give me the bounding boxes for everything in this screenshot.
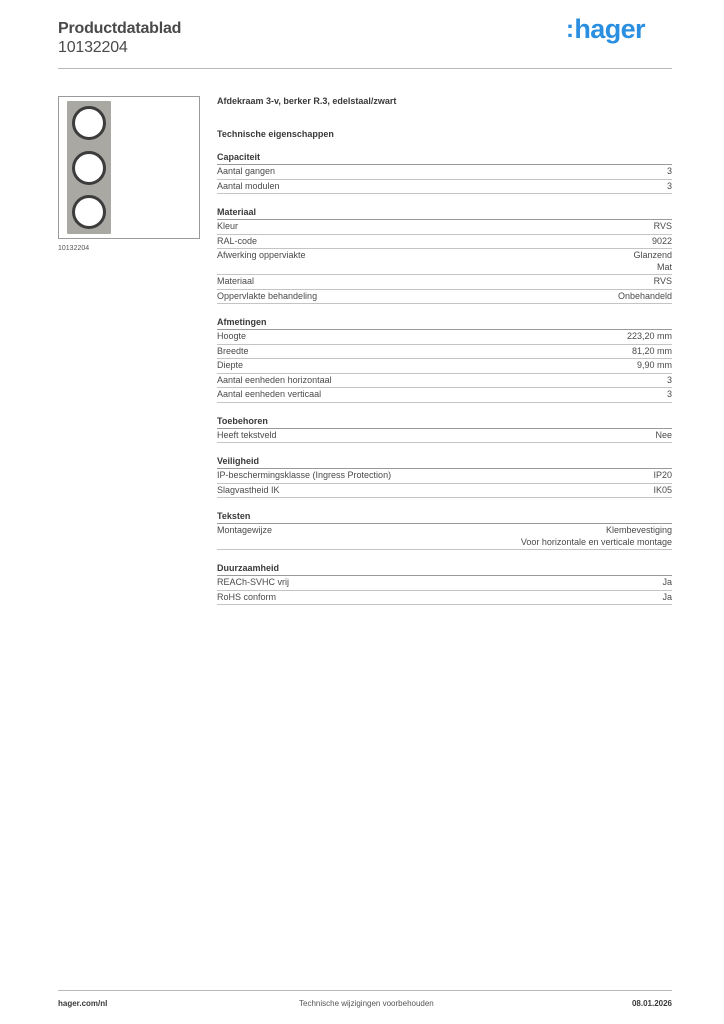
section-title: Teksten [217, 511, 672, 524]
doc-title: Productdatablad [58, 20, 182, 37]
spec-section [217, 511, 672, 550]
spec-row [217, 591, 672, 606]
section-title: Materiaal [217, 207, 672, 220]
spec-label: Aantal eenheden horizontaal [217, 374, 332, 385]
spec-row [217, 275, 672, 290]
spec-value [633, 250, 672, 273]
spec-value [653, 470, 672, 482]
spec-label: Afwerking opperviakte [217, 250, 306, 260]
spec-label: REACh-SVHC vrij [217, 577, 290, 587]
spec-value-line: Klembevestiging [605, 525, 672, 535]
spec-content [217, 96, 672, 605]
footer-divider [58, 990, 672, 991]
product-image [58, 96, 200, 239]
spec-value-line: Onbehandeld [617, 290, 672, 301]
spec-value-line: 223,20 mm [626, 331, 672, 341]
spec-label: RoHS conform [217, 591, 277, 602]
spec-row [217, 388, 672, 403]
spec-value-line: 9022 [651, 235, 672, 246]
spec-section [217, 456, 672, 498]
spec-value-line: IK05 [653, 484, 672, 495]
spec-value-line: RVS [653, 276, 672, 286]
spec-row [217, 330, 672, 345]
spec-value-line: Glanzend [633, 250, 672, 260]
spec-value [655, 430, 672, 442]
technical-properties-heading: Technische eigenschappen [217, 129, 334, 139]
spec-row [217, 429, 672, 444]
frame-opening-1 [72, 106, 106, 140]
spec-label: Oppervlakte behandeling [217, 290, 318, 301]
spec-value-line: 81,20 mm [631, 345, 672, 356]
spec-value-line: 3 [666, 180, 672, 191]
spec-value [618, 291, 672, 303]
spec-value [654, 221, 672, 233]
spec-value [632, 346, 672, 358]
spec-value [662, 577, 672, 589]
spec-label: Aantal eenheden verticaal [217, 389, 322, 399]
spec-row [217, 524, 672, 550]
spec-value-line: 3 [666, 166, 672, 176]
frame-opening-3 [72, 195, 106, 229]
footer-disclaimer: Technische wijzigingen voorbehouden [299, 999, 434, 1008]
spec-value [654, 276, 672, 288]
spec-section [217, 563, 672, 605]
spec-value-line: 3 [666, 374, 672, 385]
section-title: Veiligheid [217, 456, 672, 469]
image-caption: 10132204 [58, 245, 90, 252]
spec-row [217, 220, 672, 235]
footer-website[interactable]: hager.com/nl [58, 999, 108, 1008]
spec-value-line: RVS [653, 221, 672, 231]
spec-value-line: Nee [655, 429, 672, 440]
spec-value-line: Ja [662, 577, 672, 587]
spec-value [652, 236, 672, 248]
spec-value [667, 389, 672, 401]
spec-label: Slagvastheid IK [217, 484, 280, 495]
spec-label: RAL-code [217, 235, 258, 246]
spec-row [217, 469, 672, 484]
spec-row [217, 359, 672, 374]
spec-value [653, 485, 672, 497]
spec-section [217, 416, 672, 444]
spec-row [217, 374, 672, 389]
spec-value-line: 9,90 mm [636, 360, 672, 370]
spec-row [217, 235, 672, 250]
doc-number: 10132204 [58, 39, 128, 56]
spec-label: Montagewijze [217, 525, 273, 535]
spec-value-line: Voor horizontale en verticale montage [520, 536, 672, 547]
spec-row [217, 249, 672, 275]
spec-row [217, 165, 672, 180]
spec-row [217, 484, 672, 499]
spec-label: Kleur [217, 221, 239, 231]
footer-date: 08.01.2026 [631, 999, 672, 1008]
spec-value-line: 3 [666, 389, 672, 399]
section-title: Capaciteit [217, 152, 672, 165]
spec-value-line: IP20 [653, 470, 672, 480]
spec-value-line: Mat [656, 261, 672, 272]
spec-row [217, 576, 672, 591]
spec-value [637, 360, 672, 372]
spec-sections [217, 152, 672, 605]
section-title: Toebehoren [217, 416, 672, 429]
spec-label: IP-beschermingsklasse (Ingress Protection) [217, 470, 392, 480]
spec-value [667, 181, 672, 193]
spec-row [217, 345, 672, 360]
product-name: Afdekraam 3-v, berker R.3, edelstaal/zwart [217, 96, 397, 106]
spec-section [217, 152, 672, 194]
spec-label: Hoogte [217, 331, 247, 341]
section-title: Afmetingen [217, 317, 672, 330]
spec-section [217, 317, 672, 403]
spec-row [217, 180, 672, 195]
spec-label: Aantal modulen [217, 180, 280, 191]
spec-label: Diepte [217, 360, 244, 370]
spec-label: Breedte [217, 345, 249, 356]
logo-text: hager [574, 14, 645, 44]
spec-label: Materiaal [217, 276, 255, 286]
spec-value [627, 331, 672, 343]
spec-label: Heeft tekstveld [217, 429, 277, 440]
frame-plate [67, 101, 111, 234]
spec-section [217, 207, 672, 304]
spec-value [521, 525, 672, 548]
spec-value [662, 592, 672, 604]
spec-label: Aantal gangen [217, 166, 276, 176]
hager-logo: :hager [566, 14, 645, 44]
spec-row [217, 290, 672, 305]
spec-value-line: Ja [662, 591, 672, 602]
spec-value [667, 166, 672, 178]
frame-opening-2 [72, 151, 106, 185]
section-title: Duurzaamheid [217, 563, 672, 576]
header-divider [58, 68, 672, 69]
spec-value [667, 375, 672, 387]
